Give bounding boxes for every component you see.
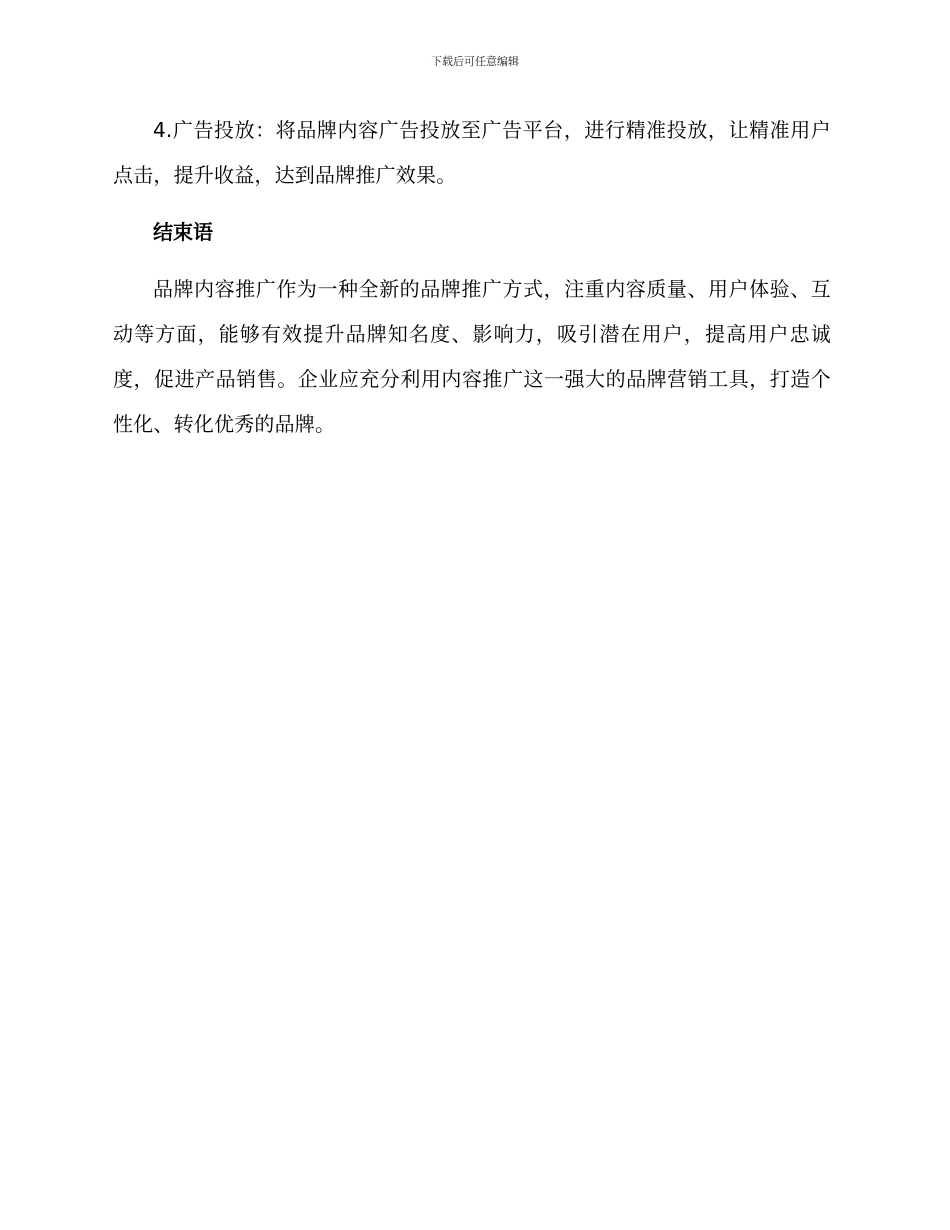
page-header-note: 下载后可任意编辑 (431, 55, 519, 68)
document-body (113, 108, 831, 447)
paragraph-conclusion: 品牌内容推广作为一种全新的品牌推广方式，注重内容质量、用户体验、互动等方面，能够有效提升品牌知名度、影响力，吸引潜在用户，提高用户忠诚度，促进产品销售。企业应充分利用内容推广这一强大的品牌营销工具，打造个性化、转化优秀的品牌。 (113, 277, 831, 436)
section-heading-conclusion: 结束语 (153, 220, 213, 244)
paragraph-ad-placement: 4.广告投放：将品牌内容广告投放至广告平台，进行精准投放，让精准用户点击，提升收益，达到品牌推广效果。 (113, 118, 831, 187)
